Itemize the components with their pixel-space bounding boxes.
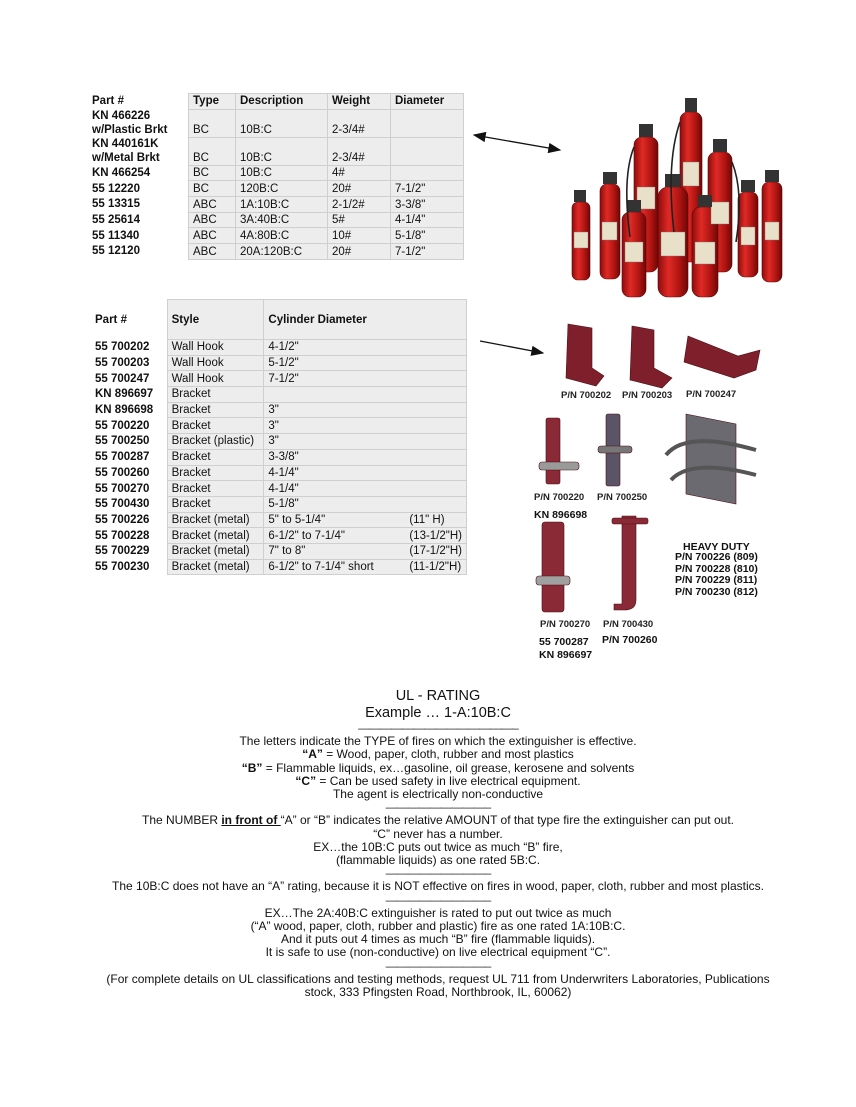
height-cell	[405, 449, 466, 465]
diameter-cell: 3-3/8"	[391, 197, 464, 213]
header-weight: Weight	[328, 94, 391, 110]
style-cell: Bracket	[167, 402, 264, 418]
part-number-line: w/Metal Brkt	[92, 152, 160, 165]
header-cylinder-diameter: Cylinder Diameter	[264, 300, 467, 340]
example1-line1: EX…the 10B:C puts out twice as much “B” fire,	[313, 839, 563, 854]
table-row	[91, 449, 467, 465]
style-cell: Bracket	[167, 418, 264, 434]
arrow-extinguishers	[474, 135, 560, 150]
wall-hook-700203	[630, 326, 672, 388]
part-number-line: KN 466226	[92, 110, 151, 123]
type-cell: ABC	[189, 197, 236, 213]
style-cell: Bracket	[167, 449, 264, 465]
description-cell: 120B:C	[236, 181, 328, 197]
type-cell: BC	[189, 137, 236, 165]
part-number: 55 700247	[95, 372, 150, 385]
caption-700202: P/N 700202	[561, 390, 612, 401]
part-number: 55 700287	[95, 451, 150, 464]
weight-cell: 4#	[328, 165, 391, 181]
class-a-label: “A”	[302, 747, 323, 762]
letters-intro: The letters indicate the TYPE of fires on which the extinguisher is effective.	[239, 734, 637, 749]
table-row	[91, 543, 467, 559]
style-cell: Wall Hook	[167, 371, 264, 387]
diameter-cell: 4-1/4"	[391, 212, 464, 228]
diameter-cell: 7-1/2"	[391, 244, 464, 260]
part-number-line: w/Plastic Brkt	[92, 124, 168, 137]
heavy-duty-list	[675, 552, 758, 598]
class-b-label: “B”	[241, 760, 263, 775]
part-number: 55 700270	[95, 482, 150, 495]
example2-line4: It is safe to use (non-conductive) on live electrical equipment “C”.	[265, 945, 611, 960]
part-number: 55 700228	[95, 529, 150, 542]
cylinder-diameter-cell: 4-1/2"	[264, 340, 405, 356]
extinguishers-image	[562, 92, 794, 302]
diameter-cell: 5-1/8"	[391, 228, 464, 244]
table-row	[91, 481, 467, 497]
height-cell	[405, 496, 466, 512]
type-cell: BC	[189, 181, 236, 197]
caption-700270: P/N 700270	[540, 619, 591, 630]
footer-line1: (For complete details on UL classifications and testing methods, request UL 711 from Underwriters Laboratories, Publications	[106, 971, 770, 986]
style-cell: Bracket (plastic)	[167, 434, 264, 450]
style-cell: Wall Hook	[167, 340, 264, 356]
heavy-duty-item: P/N 700229 (811)	[675, 574, 758, 586]
style-cell: Bracket	[167, 387, 264, 403]
height-cell	[405, 418, 466, 434]
arrow-brackets	[480, 341, 543, 353]
cylinder-diameter-cell: 3-3/8"	[264, 449, 405, 465]
divider: —————————–	[385, 892, 491, 907]
part-number-line: 55 11340	[92, 229, 140, 242]
heavy-duty-item: P/N 700226 (809)	[675, 551, 758, 563]
wall-hook-700202	[566, 324, 604, 386]
table-row	[91, 559, 467, 575]
cylinder-diameter-cell: 3"	[264, 402, 405, 418]
part-number: 55 700220	[95, 419, 150, 432]
description-cell: 10B:C	[236, 137, 328, 165]
table-row	[91, 512, 467, 528]
height-cell: (11-1/2"H)	[405, 559, 466, 575]
height-cell	[405, 434, 466, 450]
cylinder-diameter-cell: 6-1/2" to 7-1/4" short	[264, 559, 405, 575]
caption-700203: P/N 700203	[622, 390, 673, 401]
divider: ——————————————–	[358, 721, 518, 735]
divider: —————————–	[385, 800, 491, 815]
weight-cell: 2-1/2#	[328, 197, 391, 213]
cylinder-diameter-cell: 4-1/4"	[264, 465, 405, 481]
diameter-cell: 7-1/2"	[391, 181, 464, 197]
part-number-line: 55 25614	[92, 214, 140, 227]
table-row	[91, 528, 467, 544]
cylinder-diameter-cell: 5" to 5-1/4"	[264, 512, 405, 528]
part-number: 55 700202	[95, 341, 150, 354]
weight-cell: 2-3/4#	[328, 109, 391, 137]
table-row	[91, 496, 467, 512]
part-number: KN 896697	[95, 388, 154, 401]
style-cell: Wall Hook	[167, 355, 264, 371]
header-part: Part #	[95, 313, 127, 326]
cylinder-diameter-cell: 3"	[264, 434, 405, 450]
cylinder-diameter-cell: 6-1/2" to 7-1/4"	[264, 528, 405, 544]
cylinder-diameter-cell: 5-1/2"	[264, 355, 405, 371]
type-cell: BC	[189, 109, 236, 137]
style-cell: Bracket (metal)	[167, 559, 264, 575]
height-cell: (13-1/2"H)	[405, 528, 466, 544]
table-row	[91, 434, 467, 450]
header-type: Type	[189, 94, 236, 110]
type-cell: ABC	[189, 212, 236, 228]
class-c-label: “C”	[295, 773, 317, 788]
heavy-duty-item: P/N 700228 (810)	[675, 562, 758, 575]
header-diameter: Diameter	[391, 94, 464, 110]
caption-700250: P/N 700250	[597, 492, 648, 503]
part-number: 55 700260	[95, 466, 150, 479]
number-emphasis: in front of	[221, 813, 281, 828]
caption-700220: P/N 700220	[534, 492, 585, 503]
style-cell: Bracket (metal)	[167, 528, 264, 544]
style-cell: Bracket (metal)	[167, 543, 264, 559]
caption-55700287: 55 700287	[539, 636, 589, 648]
part-number: KN 896698	[95, 404, 154, 417]
type-cell: BC	[189, 165, 236, 181]
part-number: 55 700430	[95, 498, 150, 511]
agent-note: The agent is electrically non-conductive	[332, 787, 544, 802]
example2-line2: (“A” wood, paper, cloth, rubber and plastic) fire as one rated 1A:10B:C.	[250, 919, 626, 934]
heavy-duty-title: HEAVY DUTY	[683, 541, 750, 553]
part-number-line: KN 466254	[92, 167, 151, 180]
class-b-text: = Flammable liquids, ex…gasoline, oil grease, kerosene and solvents	[262, 760, 635, 775]
part-number: 55 700203	[95, 357, 150, 370]
weight-cell: 20#	[328, 244, 391, 260]
class-c-text: = Can be used safety in live electrical equipment.	[316, 773, 581, 788]
description-cell: 4A:80B:C	[236, 228, 328, 244]
type-cell: ABC	[189, 228, 236, 244]
part-number: 55 700226	[95, 513, 150, 526]
table-row	[91, 465, 467, 481]
style-cell: Bracket (metal)	[167, 512, 264, 528]
bracket-700220	[546, 418, 560, 484]
ul-example: Example … 1-A:10B:C	[365, 705, 511, 721]
height-cell: (11" H)	[405, 512, 466, 528]
header-part: Part #	[92, 95, 124, 108]
divider: —————————–	[385, 866, 491, 881]
footer-line2: stock, 333 Pfingsten Road, Northbrook, IL, 60062)	[304, 985, 572, 1000]
class-a-text: = Wood, paper, cloth, rubber and most plastics	[322, 747, 574, 762]
caption-kn896697: KN 896697	[539, 649, 593, 661]
cylinder-diameter-cell: 5-1/8"	[264, 496, 405, 512]
part-number-line: 55 13315	[92, 198, 140, 211]
description-cell: 10B:C	[236, 165, 328, 181]
bracket-700430	[614, 516, 636, 610]
example2-line3: And it puts out 4 times as much “B” fire (flammable liquids).	[280, 932, 596, 947]
cylinder-diameter-cell: 4-1/4"	[264, 481, 405, 497]
description-cell: 1A:10B:C	[236, 197, 328, 213]
example1-line2: (flammable liquids) as one rated 5B:C.	[335, 853, 541, 868]
description-cell: 20A:120B:C	[236, 244, 328, 260]
type-cell: ABC	[189, 244, 236, 260]
part-number: 55 700230	[95, 560, 150, 573]
part-number-line: KN 440161K	[92, 138, 159, 151]
caption-700260: P/N 700260	[602, 634, 658, 646]
part-number: 55 700250	[95, 435, 150, 448]
heavy-duty-bracket	[686, 414, 736, 504]
c-never-note: “C” never has a number.	[373, 826, 503, 841]
weight-cell: 10#	[328, 228, 391, 244]
weight-cell: 2-3/4#	[328, 137, 391, 165]
bracket-700270	[542, 522, 564, 612]
number-explanation: The NUMBER in front of “A” or “B” indicates the relative AMOUNT of that type fire the extinguisher can put out.	[141, 813, 734, 828]
height-cell: (17-1/2"H)	[405, 543, 466, 559]
ul-title: UL - RATING	[395, 688, 481, 704]
weight-cell: 5#	[328, 212, 391, 228]
part-number-line: 55 12120	[92, 245, 140, 258]
part-number: 55 700229	[95, 545, 150, 558]
example2-line1: EX…The 2A:40B:C extinguisher is rated to put out twice as much	[264, 905, 612, 920]
weight-cell: 20#	[328, 181, 391, 197]
caption-700430: P/N 700430	[603, 619, 654, 630]
height-cell	[405, 465, 466, 481]
cylinder-diameter-cell: 3"	[264, 418, 405, 434]
cylinder-diameter-cell: 7-1/2"	[264, 371, 405, 387]
wall-hook-images	[560, 318, 770, 390]
ul-rating-section	[60, 688, 816, 999]
style-cell: Bracket	[167, 465, 264, 481]
caption-700247: P/N 700247	[686, 389, 737, 400]
cylinder-diameter-cell: 7" to 8"	[264, 543, 405, 559]
description-cell: 3A:40B:C	[236, 212, 328, 228]
height-cell	[405, 481, 466, 497]
header-style: Style	[167, 300, 264, 340]
table-row	[91, 418, 467, 434]
style-cell: Bracket	[167, 481, 264, 497]
heavy-duty-item: P/N 700230 (812)	[675, 585, 758, 598]
description-cell: 10B:C	[236, 109, 328, 137]
divider: —————————–	[385, 958, 491, 973]
no-a-rating-note: The 10B:C does not have an “A” rating, because it is NOT effective on fires in wood, paper, cloth, rubber and most plastics.	[112, 879, 764, 894]
part-number-line: 55 12220	[92, 182, 140, 195]
style-cell: Bracket	[167, 496, 264, 512]
bracket-images-bottom	[534, 512, 664, 620]
caption-kn896698: KN 896698	[534, 509, 588, 521]
header-description: Description	[236, 94, 328, 110]
wall-hook-700247	[684, 336, 760, 378]
